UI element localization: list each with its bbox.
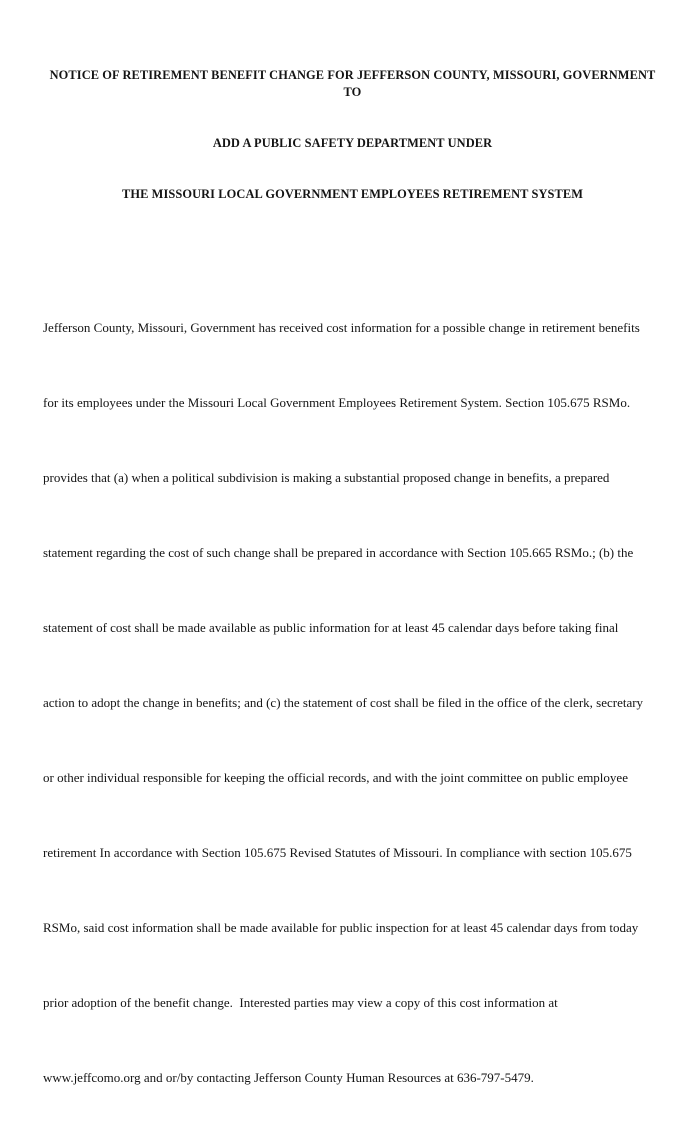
body-line: prior adoption of the benefit change. Interested parties may view a copy of this cost information at bbox=[43, 995, 558, 1010]
body-line: or other individual responsible for keeping the official records, and with the joint committee on public employee bbox=[43, 770, 628, 785]
body-line: for its employees under the Missouri Local Government Employees Retirement System. Section 105.675 RSMo. bbox=[43, 395, 631, 410]
body-line: provides that (a) when a political subdivision is making a substantial proposed change in benefits, a prepared bbox=[43, 470, 610, 485]
body-line: action to adopt the change in benefits; and (c) the statement of cost shall be filed in the office of the clerk, secretary bbox=[43, 695, 644, 710]
body-line: statement of cost shall be made available as public information for at least 45 calendar days before taking final bbox=[43, 620, 619, 635]
title-line: NOTICE OF RETIREMENT BENEFIT CHANGE FOR JEFFERSON COUNTY, MISSOURI, GOVERNMENT TO bbox=[49, 68, 659, 99]
document-title bbox=[43, 33, 662, 237]
title-line: ADD A PUBLIC SAFETY DEPARTMENT UNDER bbox=[212, 136, 493, 150]
body-line: RSMo, said cost information shall be made available for public inspection for at least 45 calendar days from today bbox=[43, 920, 639, 935]
body-line: Jefferson County, Missouri, Government has received cost information for a possible change in retirement benefits bbox=[43, 320, 640, 335]
title-line: THE MISSOURI LOCAL GOVERNMENT EMPLOYEES RETIREMENT SYSTEM bbox=[121, 187, 584, 201]
body-line: retirement In accordance with Section 105.675 Revised Statutes of Missouri. In compliance with section 105.675 bbox=[43, 845, 632, 860]
document-body-paragraph bbox=[43, 265, 662, 1140]
body-line: www.jeffcomo.org and or/by contacting Jefferson County Human Resources at 636-797-5479. bbox=[43, 1070, 534, 1085]
body-line: statement regarding the cost of such change shall be prepared in accordance with Section 105.665 RSMo.; (b) the bbox=[43, 545, 634, 560]
